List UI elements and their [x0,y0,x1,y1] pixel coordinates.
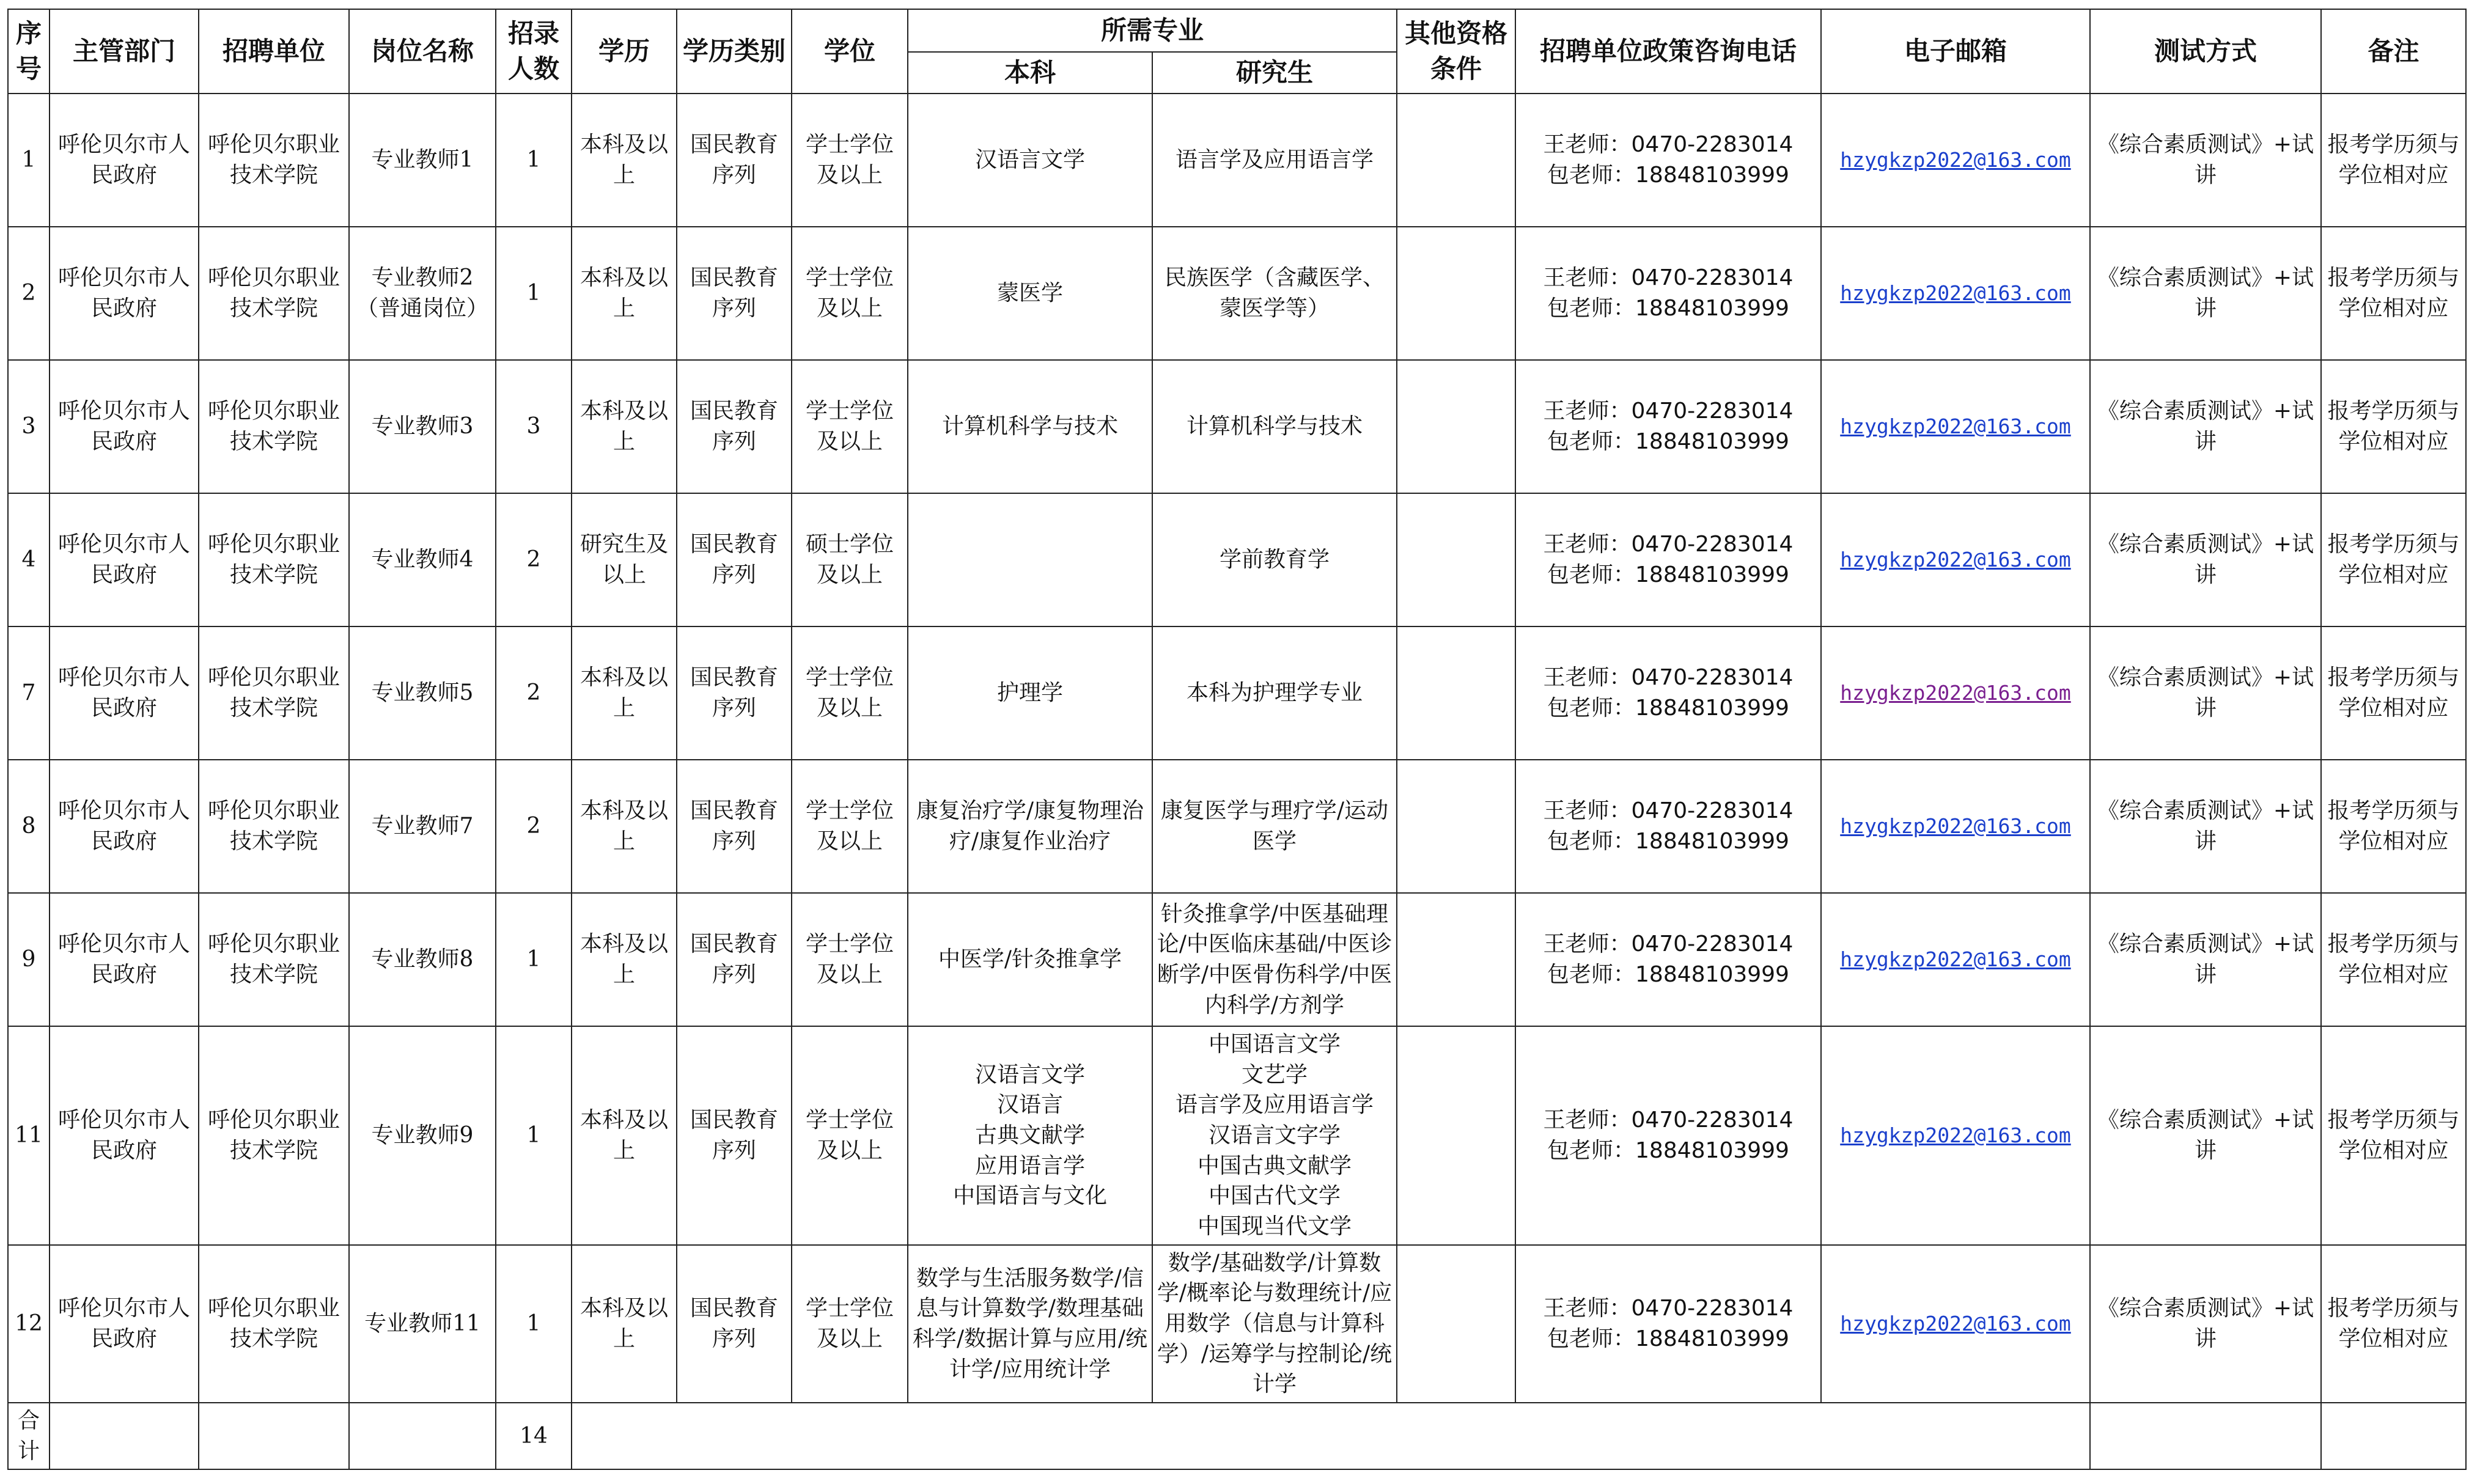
cell-major-graduate: 针灸推拿学/中医基础理论/中医临床基础/中医诊断学/中医骨伤科学/中医内科学/方剂学 [1152,893,1397,1026]
cell-degree: 硕士学位及以上 [792,493,908,626]
cell-email [1821,227,2090,360]
cell-email [1821,1026,2090,1245]
cell-major-bachelor: 康复治疗学/康复物理治疗/康复作业治疗 [908,760,1152,893]
cell-count: 1 [496,227,572,360]
phone-line: 包老师：18848103999 [1547,163,1789,188]
cell-seq: 1 [8,94,50,227]
cell-phone [1515,893,1821,1026]
cell-edu-type: 国民教育序列 [677,893,792,1026]
cell-unit: 呼伦贝尔职业技术学院 [199,360,349,493]
cell-edu-type: 国民教育序列 [677,626,792,760]
cell-major-bachelor: 中医学/针灸推拿学 [908,893,1152,1026]
cell-edu: 本科及以上 [572,227,677,360]
major-item: 中国语言文学 [1208,1032,1341,1057]
cell-edu: 本科及以上 [572,1026,677,1245]
cell-position: 专业教师1 [349,94,496,227]
cell-major-bachelor [908,1026,1152,1245]
recruitment-table [7,9,2467,1470]
cell-degree: 学士学位及以上 [792,626,908,760]
header-other: 其他资格条件 [1397,9,1515,94]
phone-line: 王老师：0470-2283014 [1543,665,1794,691]
cell-phone [1515,360,1821,493]
cell-edu-type: 国民教育序列 [677,493,792,626]
cell-email [1821,626,2090,760]
cell-edu-type: 国民教育序列 [677,94,792,227]
total-row [8,1403,2466,1469]
phone-line: 王老师：0470-2283014 [1543,1107,1794,1133]
major-item: 中国语言与文化 [952,1183,1107,1209]
cell-degree: 学士学位及以上 [792,227,908,360]
cell-degree: 学士学位及以上 [792,1026,908,1245]
cell-seq: 7 [8,626,50,760]
total-empty [199,1403,349,1469]
total-count: 14 [496,1403,572,1469]
cell-major-bachelor: 蒙医学 [908,227,1152,360]
cell-seq: 2 [8,227,50,360]
cell-major-graduate: 民族医学（含藏医学、蒙医学等） [1152,227,1397,360]
cell-dept: 呼伦贝尔市人民政府 [50,94,199,227]
cell-remark: 报考学历须与学位相对应 [2321,893,2466,1026]
cell-major-bachelor: 数学与生活服务数学/信息与计算数学/数理基础科学/数据计算与应用/统计学/应用统计学 [908,1245,1152,1403]
email-link[interactable]: hzygkzp2022@163.com [1840,1312,2071,1336]
cell-position: 专业教师8 [349,893,496,1026]
cell-other [1397,1245,1515,1403]
cell-remark: 报考学历须与学位相对应 [2321,1026,2466,1245]
cell-other [1397,94,1515,227]
cell-edu: 研究生及以上 [572,493,677,626]
cell-seq: 4 [8,493,50,626]
major-item: 中国古典文献学 [1197,1153,1352,1178]
cell-edu: 本科及以上 [572,94,677,227]
cell-remark: 报考学历须与学位相对应 [2321,1245,2466,1403]
cell-degree: 学士学位及以上 [792,1245,908,1403]
cell-dept: 呼伦贝尔市人民政府 [50,626,199,760]
phone-line: 王老师：0470-2283014 [1543,931,1794,957]
cell-major-bachelor: 汉语言文学 [908,94,1152,227]
major-item: 中国现当代文学 [1197,1214,1352,1240]
header-edu-type: 学历类别 [677,9,792,94]
cell-dept: 呼伦贝尔市人民政府 [50,760,199,893]
cell-email [1821,893,2090,1026]
cell-unit: 呼伦贝尔职业技术学院 [199,493,349,626]
cell-position: 专业教师7 [349,760,496,893]
cell-edu: 本科及以上 [572,760,677,893]
cell-major-graduate: 计算机科学与技术 [1152,360,1397,493]
cell-phone [1515,1245,1821,1403]
cell-remark: 报考学历须与学位相对应 [2321,760,2466,893]
cell-edu: 本科及以上 [572,1245,677,1403]
header-test: 测试方式 [2090,9,2321,94]
phone-line: 王老师：0470-2283014 [1543,265,1794,291]
cell-major-graduate: 数学/基础数学/计算数学/概率论与数理统计/应用数学（信息与计算科学）/运筹学与控制论/统计学 [1152,1245,1397,1403]
major-item: 应用语言学 [974,1153,1085,1178]
cell-edu-type: 国民教育序列 [677,760,792,893]
cell-dept: 呼伦贝尔市人民政府 [50,1026,199,1245]
phone-line: 包老师：18848103999 [1547,696,1789,721]
major-item: 文艺学 [1241,1062,1308,1087]
header-degree: 学位 [792,9,908,94]
table-row [8,360,2466,493]
table-row [8,227,2466,360]
cell-major-graduate: 康复医学与理疗学/运动医学 [1152,760,1397,893]
phone-line: 包老师：18848103999 [1547,1137,1789,1163]
cell-unit: 呼伦贝尔职业技术学院 [199,94,349,227]
cell-other [1397,893,1515,1026]
cell-email [1821,360,2090,493]
email-link[interactable]: hzygkzp2022@163.com [1840,548,2071,572]
cell-position: 专业教师5 [349,626,496,760]
header-major: 所需专业 [908,9,1397,52]
cell-remark: 报考学历须与学位相对应 [2321,626,2466,760]
phone-line: 包老师：18848103999 [1547,296,1789,321]
cell-test: 《综合素质测试》+试讲 [2090,1026,2321,1245]
cell-phone [1515,1026,1821,1245]
phone-line: 王老师：0470-2283014 [1543,132,1794,158]
email-link[interactable]: hzygkzp2022@163.com [1840,414,2071,439]
cell-edu: 本科及以上 [572,893,677,1026]
cell-email [1821,493,2090,626]
table-row [8,893,2466,1026]
header-major-graduate: 研究生 [1152,52,1397,94]
cell-position: 专业教师11 [349,1245,496,1403]
cell-dept: 呼伦贝尔市人民政府 [50,893,199,1026]
cell-dept: 呼伦贝尔市人民政府 [50,493,199,626]
header-row [8,9,2466,52]
major-item: 古典文献学 [974,1123,1085,1148]
header-count: 招录人数 [496,9,572,94]
email-link[interactable]: hzygkzp2022@163.com [1840,148,2071,172]
cell-degree: 学士学位及以上 [792,94,908,227]
cell-other [1397,760,1515,893]
table-body [8,94,2466,1469]
header-remark: 备注 [2321,9,2466,94]
cell-count: 1 [496,1026,572,1245]
total-label: 合计 [8,1403,50,1469]
cell-edu: 本科及以上 [572,360,677,493]
header-phone: 招聘单位政策咨询电话 [1515,9,1821,94]
cell-phone [1515,760,1821,893]
cell-count: 2 [496,760,572,893]
cell-major-graduate: 学前教育学 [1152,493,1397,626]
header-major-bachelor: 本科 [908,52,1152,94]
cell-test: 《综合素质测试》+试讲 [2090,360,2321,493]
cell-major-bachelor: 计算机科学与技术 [908,360,1152,493]
cell-email [1821,94,2090,227]
cell-remark: 报考学历须与学位相对应 [2321,227,2466,360]
cell-other [1397,360,1515,493]
cell-test: 《综合素质测试》+试讲 [2090,1245,2321,1403]
cell-unit: 呼伦贝尔职业技术学院 [199,1245,349,1403]
cell-degree: 学士学位及以上 [792,760,908,893]
cell-test: 《综合素质测试》+试讲 [2090,893,2321,1026]
cell-test: 《综合素质测试》+试讲 [2090,227,2321,360]
cell-count: 1 [496,94,572,227]
cell-dept: 呼伦贝尔市人民政府 [50,227,199,360]
cell-count: 2 [496,493,572,626]
cell-major-graduate: 语言学及应用语言学 [1152,94,1397,227]
total-empty [50,1403,199,1469]
cell-position: 专业教师2（普通岗位） [349,227,496,360]
total-empty [349,1403,496,1469]
cell-seq: 12 [8,1245,50,1403]
phone-line: 包老师：18848103999 [1547,429,1789,454]
phone-line: 王老师：0470-2283014 [1543,399,1794,424]
cell-remark: 报考学历须与学位相对应 [2321,493,2466,626]
cell-test: 《综合素质测试》+试讲 [2090,493,2321,626]
header-seq: 序号 [8,9,50,94]
cell-degree: 学士学位及以上 [792,360,908,493]
major-item: 语言学及应用语言学 [1175,1092,1374,1118]
major-item: 汉语言 [996,1092,1063,1118]
cell-edu-type: 国民教育序列 [677,227,792,360]
total-empty-wide [572,1403,2090,1469]
total-empty [2090,1403,2321,1469]
table-row [8,1245,2466,1403]
header-edu: 学历 [572,9,677,94]
cell-edu-type: 国民教育序列 [677,1245,792,1403]
cell-other [1397,1026,1515,1245]
cell-remark: 报考学历须与学位相对应 [2321,360,2466,493]
email-link[interactable]: hzygkzp2022@163.com [1840,814,2071,839]
cell-major-bachelor [908,493,1152,626]
cell-seq: 8 [8,760,50,893]
cell-seq: 3 [8,360,50,493]
table-row [8,760,2466,893]
cell-phone [1515,493,1821,626]
phone-line: 王老师：0470-2283014 [1543,798,1794,824]
major-item: 汉语言文学 [974,1062,1085,1087]
cell-major-bachelor: 护理学 [908,626,1152,760]
phone-line: 王老师：0470-2283014 [1543,1296,1794,1321]
cell-edu: 本科及以上 [572,626,677,760]
total-empty [2321,1403,2466,1469]
cell-count: 1 [496,1245,572,1403]
cell-edu-type: 国民教育序列 [677,360,792,493]
cell-unit: 呼伦贝尔职业技术学院 [199,626,349,760]
cell-seq: 9 [8,893,50,1026]
cell-unit: 呼伦贝尔职业技术学院 [199,893,349,1026]
cell-position: 专业教师4 [349,493,496,626]
cell-count: 3 [496,360,572,493]
phone-line: 包老师：18848103999 [1547,562,1789,587]
table-row [8,1026,2466,1245]
phone-line: 包老师：18848103999 [1547,1326,1789,1351]
cell-unit: 呼伦贝尔职业技术学院 [199,227,349,360]
cell-edu-type: 国民教育序列 [677,1026,792,1245]
cell-test: 《综合素质测试》+试讲 [2090,94,2321,227]
email-link[interactable]: hzygkzp2022@163.com [1840,281,2071,306]
cell-seq: 11 [8,1026,50,1245]
cell-email [1821,760,2090,893]
cell-dept: 呼伦贝尔市人民政府 [50,1245,199,1403]
cell-phone [1515,227,1821,360]
cell-phone [1515,626,1821,760]
cell-degree: 学士学位及以上 [792,893,908,1026]
cell-unit: 呼伦贝尔职业技术学院 [199,1026,349,1245]
cell-test: 《综合素质测试》+试讲 [2090,626,2321,760]
major-item: 中国古代文学 [1208,1183,1341,1209]
header-position: 岗位名称 [349,9,496,94]
header-unit: 招聘单位 [199,9,349,94]
cell-dept: 呼伦贝尔市人民政府 [50,360,199,493]
cell-count: 2 [496,626,572,760]
cell-phone [1515,94,1821,227]
major-item: 汉语言文字学 [1208,1123,1341,1148]
cell-major-graduate: 本科为护理学专业 [1152,626,1397,760]
cell-other [1397,227,1515,360]
phone-line: 包老师：18848103999 [1547,829,1789,854]
header-email: 电子邮箱 [1821,9,2090,94]
table-row [8,493,2466,626]
cell-remark: 报考学历须与学位相对应 [2321,94,2466,227]
cell-major-graduate [1152,1026,1397,1245]
cell-position: 专业教师9 [349,1026,496,1245]
email-link[interactable]: hzygkzp2022@163.com [1840,947,2071,972]
table-row [8,626,2466,760]
cell-email [1821,1245,2090,1403]
cell-unit: 呼伦贝尔职业技术学院 [199,760,349,893]
email-link[interactable]: hzygkzp2022@163.com [1840,681,2071,705]
cell-count: 1 [496,893,572,1026]
phone-line: 包老师：18848103999 [1547,962,1789,987]
header-dept: 主管部门 [50,9,199,94]
cell-other [1397,493,1515,626]
cell-test: 《综合素质测试》+试讲 [2090,760,2321,893]
email-link[interactable]: hzygkzp2022@163.com [1840,1123,2071,1148]
phone-line: 王老师：0470-2283014 [1543,532,1794,557]
cell-position: 专业教师3 [349,360,496,493]
table-row [8,94,2466,227]
cell-other [1397,626,1515,760]
